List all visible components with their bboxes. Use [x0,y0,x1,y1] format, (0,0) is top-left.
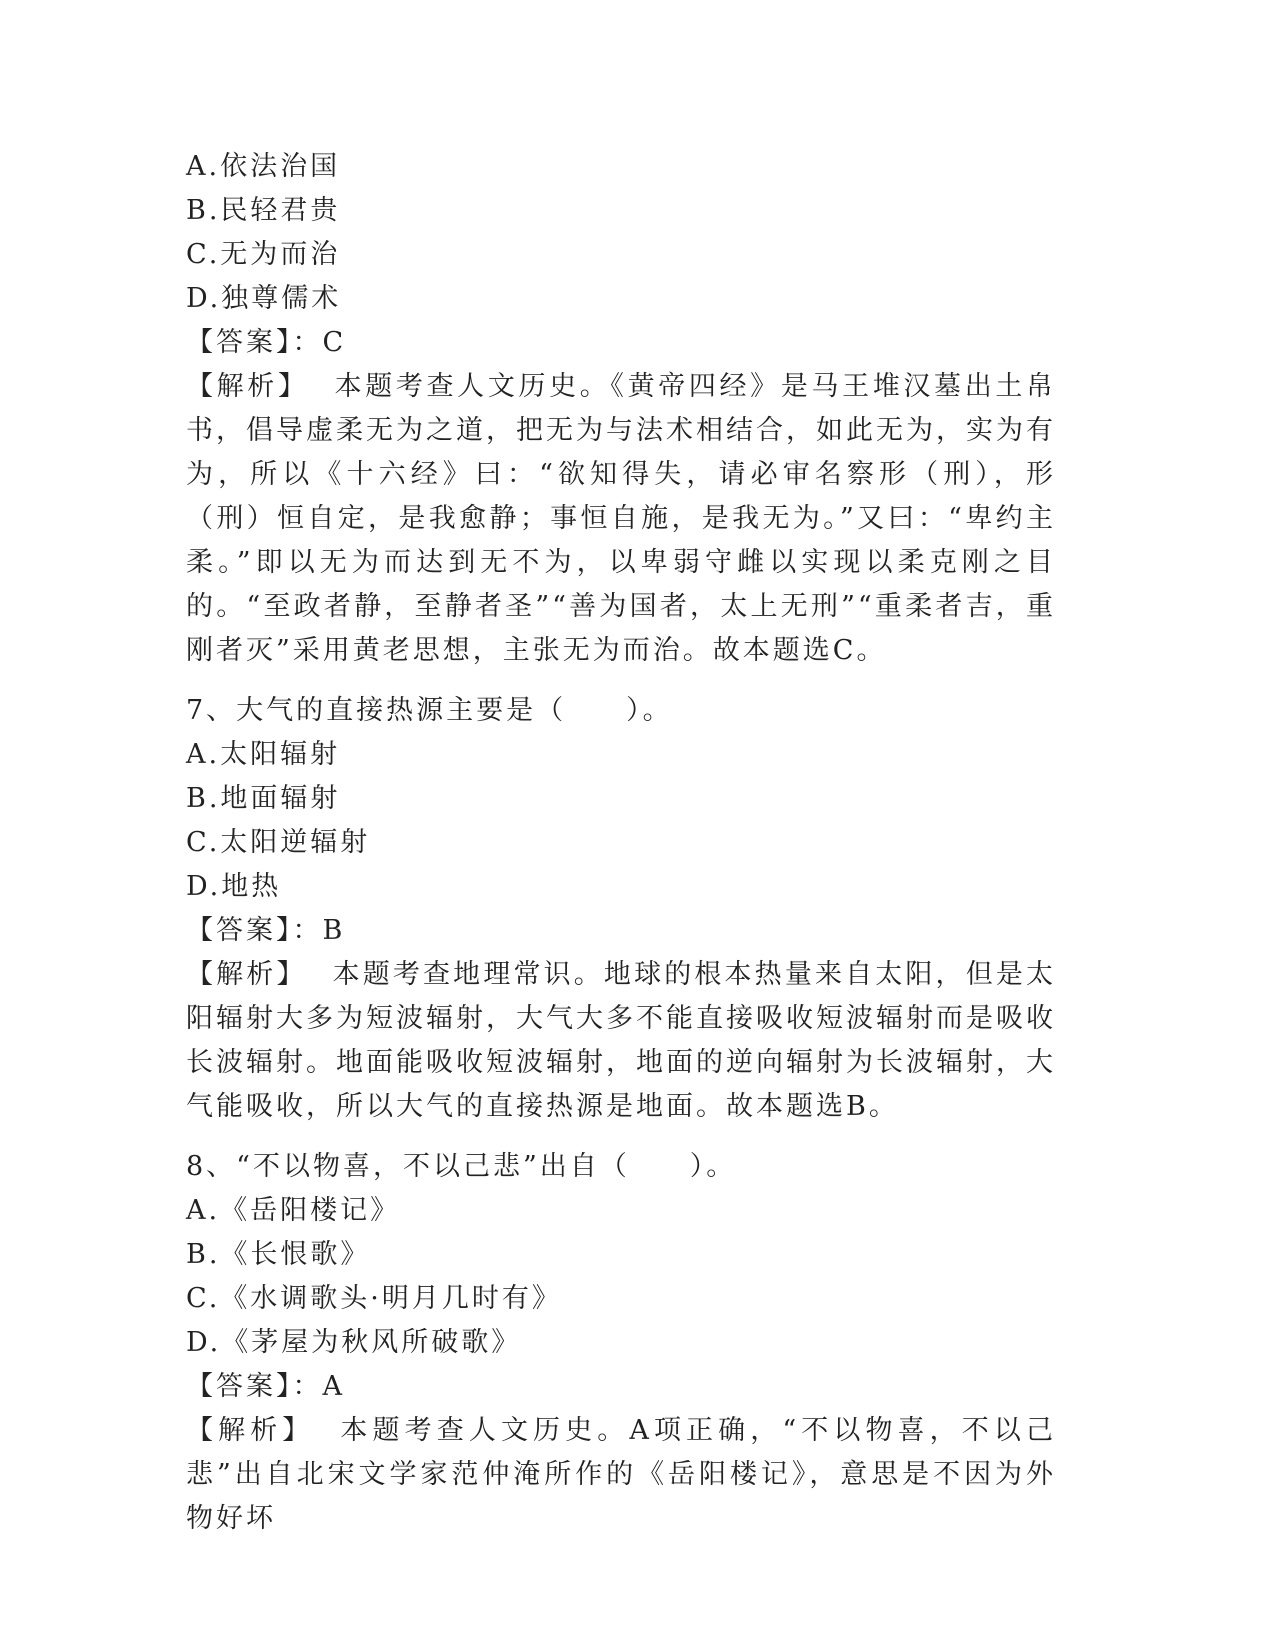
option-d: D.《茅屋为秋风所破歌》 [186,1327,522,1358]
option-b: B.地面辐射 [186,783,341,814]
question-8-block [186,1145,1056,1541]
option-c: C.《水调歌头·明月几时有》 [186,1283,562,1314]
analysis-text: 本题考查地理常识。地球的根本热量来自太阳，但是太阳辐射大多为短波辐射，大气大多不能直接吸收短波辐射而是吸收长波辐射。地面能吸收短波辐射，地面的逆向辐射为长波辐射，大气能吸收，所以大气的直接热源是地面。故本题选B。 [186,959,1057,1122]
analysis-label: 【解析】 [186,1415,315,1446]
analysis-label: 【解析】 [186,371,309,402]
option-a: A.《岳阳楼记》 [186,1195,401,1226]
answer-line: 【答案】：C [186,327,347,358]
option-a: A.太阳辐射 [186,739,341,770]
document-page [186,145,1056,1541]
option-d: D.地热 [186,871,282,902]
analysis-text: 本题考查人文历史。《黄帝四经》是马王堆汉墓出土帛书，倡导虚柔无为之道，把无为与法术相结合，如此无为，实为有为，所以《十六经》曰：“欲知得失，请必审名察形（刑），形（刑）恒自定，是我愈静；事恒自施，是我无为。”又曰：“卑约主柔。”即以无为而达到无不为，以卑弱守雌以实现以柔克刚之目的。“至政者静，至静者圣”“善为国者，太上无刑”“重柔者吉，重刚者灭”采用黄老思想，主张无为而治。故本题选C。 [186,371,1057,666]
option-b: B.民轻君贵 [186,195,341,226]
spacer [186,1129,1056,1145]
question-7-block [186,689,1056,1129]
answer-line: 【答案】：B [186,915,346,946]
option-d: D.独尊儒术 [186,283,342,314]
spacer [186,673,1056,689]
question-stem: 8、“不以物喜，不以己悲”出自（ ）。 [186,1151,737,1182]
analysis-paragraph [186,1409,1056,1541]
option-c: C.太阳逆辐射 [186,827,371,858]
analysis-label: 【解析】 [186,959,307,990]
answer-line: 【答案】：A [186,1371,345,1402]
question-6-block [186,145,1056,673]
analysis-paragraph [186,953,1056,1129]
option-a: A.依法治国 [186,151,341,182]
analysis-text: 本题考查人文历史。A项正确，“不以物喜，不以己悲”出自北宋文学家范仲淹所作的《岳阳楼记》，意思是不因为外物好坏 [186,1415,1056,1534]
analysis-paragraph [186,365,1056,673]
option-b: B.《长恨歌》 [186,1239,371,1270]
question-stem: 7、大气的直接热源主要是（ ）。 [186,695,673,726]
option-c: C.无为而治 [186,239,341,270]
